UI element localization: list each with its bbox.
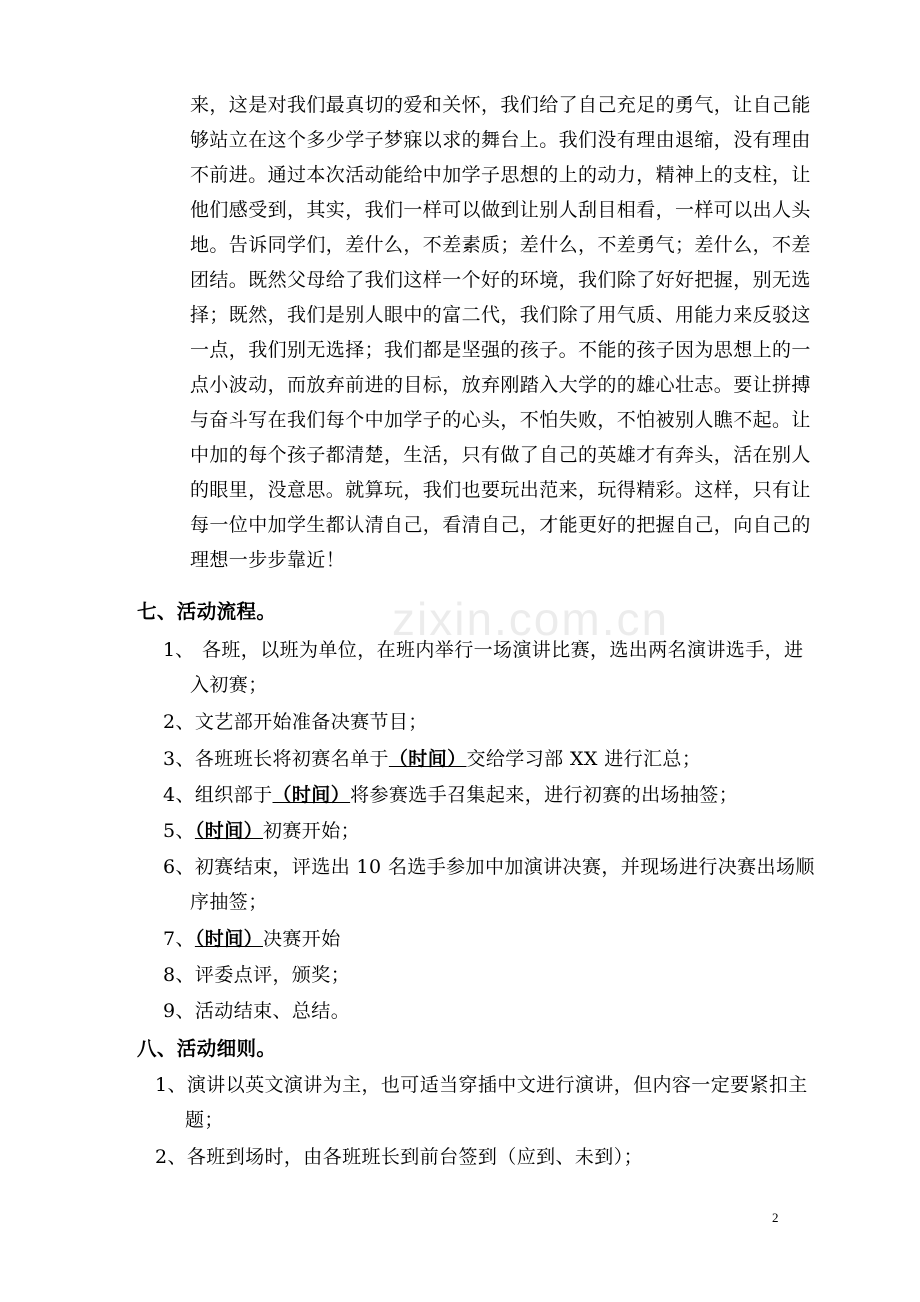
list-item-text: 入初赛； <box>190 674 268 696</box>
list-item-text: 各班，以班为单位，在班内举行一场演讲比赛，选出两名演讲选手，进 <box>202 639 804 661</box>
time-placeholder: （时间） <box>194 928 263 950</box>
list-item <box>163 744 701 771</box>
list-item-number: 1、 <box>163 639 195 661</box>
paragraph-line: 与奋斗写在我们每个中加学子的心头，不怕失败，不怕被别人瞧不起。让 <box>190 409 811 431</box>
list-item-text: 1、演讲以英文演讲为主，也可适当穿插中文进行演讲，但内容一定要紧扣主 <box>155 1074 808 1096</box>
time-placeholder: （时间） <box>388 748 467 770</box>
list-item-text: 6、初赛结束，评选出 10 名选手参加中加演讲决赛，并现场进行决赛出场顺 <box>163 856 815 878</box>
list-item: 8、评委点评，颁奖； <box>163 964 351 986</box>
list-item <box>163 780 738 807</box>
list-item-text: 初赛开始； <box>263 820 361 842</box>
list-item-text: 交给学习部 XX 进行汇总； <box>466 748 702 770</box>
list-item-text: 5、 <box>163 820 195 842</box>
watermark: zixin.com.cn <box>392 593 670 645</box>
paragraph-line: 一点，我们别无选择；我们都是坚强的孩子。不能的孩子因为思想上的一 <box>190 339 811 361</box>
paragraph-line: 不前进。通过本次活动能给中加学子思想的上的动力，精神上的支柱，让 <box>190 164 811 186</box>
list-item-text: 决赛开始 <box>263 928 341 950</box>
list-item: 9、活动结束、总结。 <box>163 1000 351 1022</box>
section-heading: 八、活动细则。 <box>137 1037 277 1060</box>
paragraph-line: 够站立在这个多少学子梦寐以求的舞台上。我们没有理由退缩，没有理由 <box>190 129 811 151</box>
list-item-text: 3、各班班长将初赛名单于 <box>163 748 389 770</box>
list-item <box>163 816 360 843</box>
list-item-text: 7、 <box>163 928 195 950</box>
paragraph-line: 的眼里，没意思。就算玩，我们也要玩出范来，玩得精彩。这样，只有让 <box>190 479 811 501</box>
list-item-text: 序抽签； <box>190 891 268 913</box>
list-item <box>163 924 341 951</box>
section-heading: 七、活动流程。 <box>137 600 277 623</box>
paragraph-line: 择；既然，我们是别人眼中的富二代，我们除了用气质、用能力来反驳这 <box>190 304 811 326</box>
list-item-text: 4、组织部于 <box>163 784 273 806</box>
paragraph-line: 点小波动，而放弃前进的目标，放弃刚踏入大学的的雄心壮志。要让拼搏 <box>190 374 811 396</box>
list-item-text: 题； <box>185 1109 224 1131</box>
paragraph-line: 地。告诉同学们，差什么，不差素质；差什么，不差勇气；差什么，不差 <box>190 234 811 256</box>
time-placeholder: （时间） <box>194 820 263 842</box>
paragraph-line: 团结。既然父母给了我们这样一个好的环境，我们除了好好把握，别无选 <box>190 269 811 291</box>
list-item: 2、文艺部开始准备决赛节目； <box>163 711 428 733</box>
paragraph-line: 每一位中加学生都认清自己，看清自己，才能更好的把握自己，向自己的 <box>190 514 811 536</box>
paragraph-line: 他们感受到，其实，我们一样可以做到让别人刮目相看，一样可以出人头 <box>190 199 811 221</box>
time-placeholder: （时间） <box>272 784 351 806</box>
page-number: 2 <box>772 1210 779 1225</box>
paragraph-line: 来，这是对我们最真切的爱和关怀，我们给了自己充足的勇气，让自己能 <box>190 94 811 116</box>
list-item: 2、各班到场时，由各班班长到前台签到（应到、未到）； <box>155 1146 643 1168</box>
list-item-text: 将参赛选手召集起来，进行初赛的出场抽签； <box>350 784 739 806</box>
paragraph-line: 理想一步步靠近！ <box>190 549 346 571</box>
paragraph-line: 中加的每个孩子都清楚，生活，只有做了自己的英雄才有奔头，活在别人 <box>190 444 811 466</box>
